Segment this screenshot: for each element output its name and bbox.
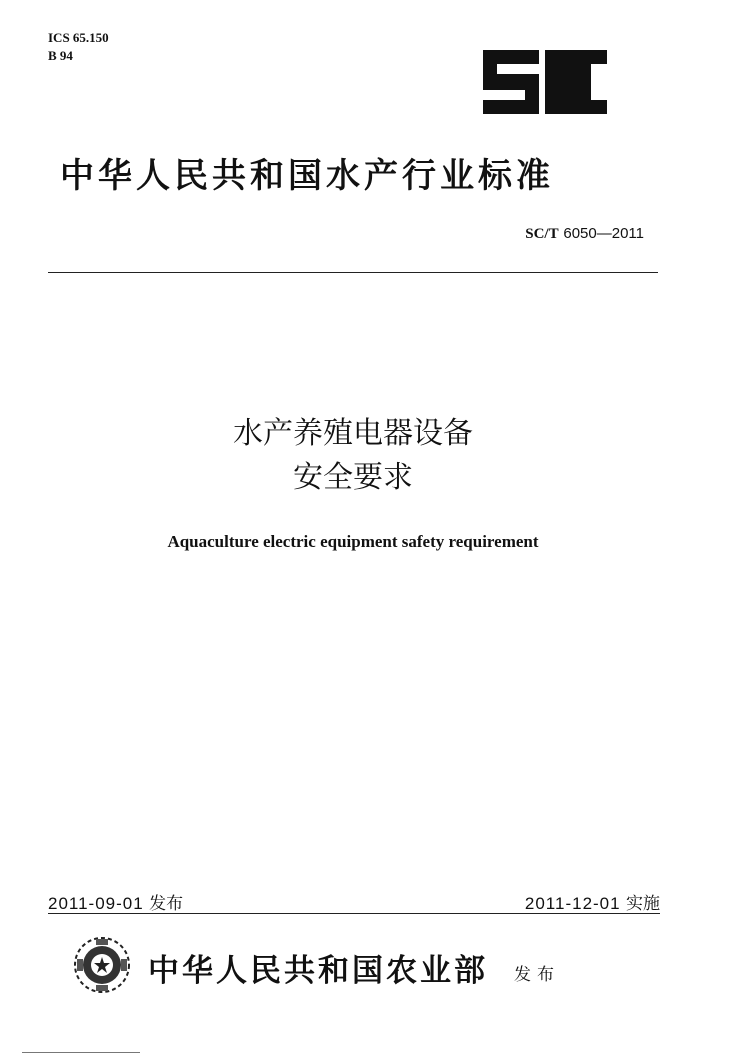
document-title-en: Aquaculture electric equipment safety requirement xyxy=(167,532,539,551)
implement-date-block xyxy=(525,889,660,914)
publish-date: 2011-09-01 xyxy=(48,894,144,913)
publish-date-label: 发布 xyxy=(149,894,184,914)
title-cn-line1: 水产养殖电器设备 xyxy=(233,416,473,451)
classification-codes xyxy=(48,29,109,65)
standard-code xyxy=(525,224,644,243)
national-emblem-icon xyxy=(72,935,132,995)
bottom-divider xyxy=(48,913,660,914)
standard-code-prefix: SC/T xyxy=(525,226,559,242)
standard-category-title: 中华人民共和国水产行业标准 xyxy=(60,156,554,196)
ccs-code: B 94 xyxy=(48,48,73,63)
publisher-name: 中华人民共和国农业部 xyxy=(148,953,488,989)
document-title-cn xyxy=(0,412,706,500)
implement-date-label: 实施 xyxy=(626,894,660,914)
title-cn-line2: 安全要求 xyxy=(293,460,413,495)
ics-code: ICS 65.150 xyxy=(48,30,109,45)
top-divider xyxy=(48,272,658,273)
footer-line xyxy=(22,1052,140,1053)
publisher-action: 发布 xyxy=(514,965,560,985)
implement-date: 2011-12-01 xyxy=(524,894,621,913)
standard-code-number: 6050—2011 xyxy=(563,225,644,242)
publish-date-block xyxy=(48,889,183,914)
sc-logo-icon xyxy=(483,50,607,114)
sc-logo xyxy=(483,50,607,114)
